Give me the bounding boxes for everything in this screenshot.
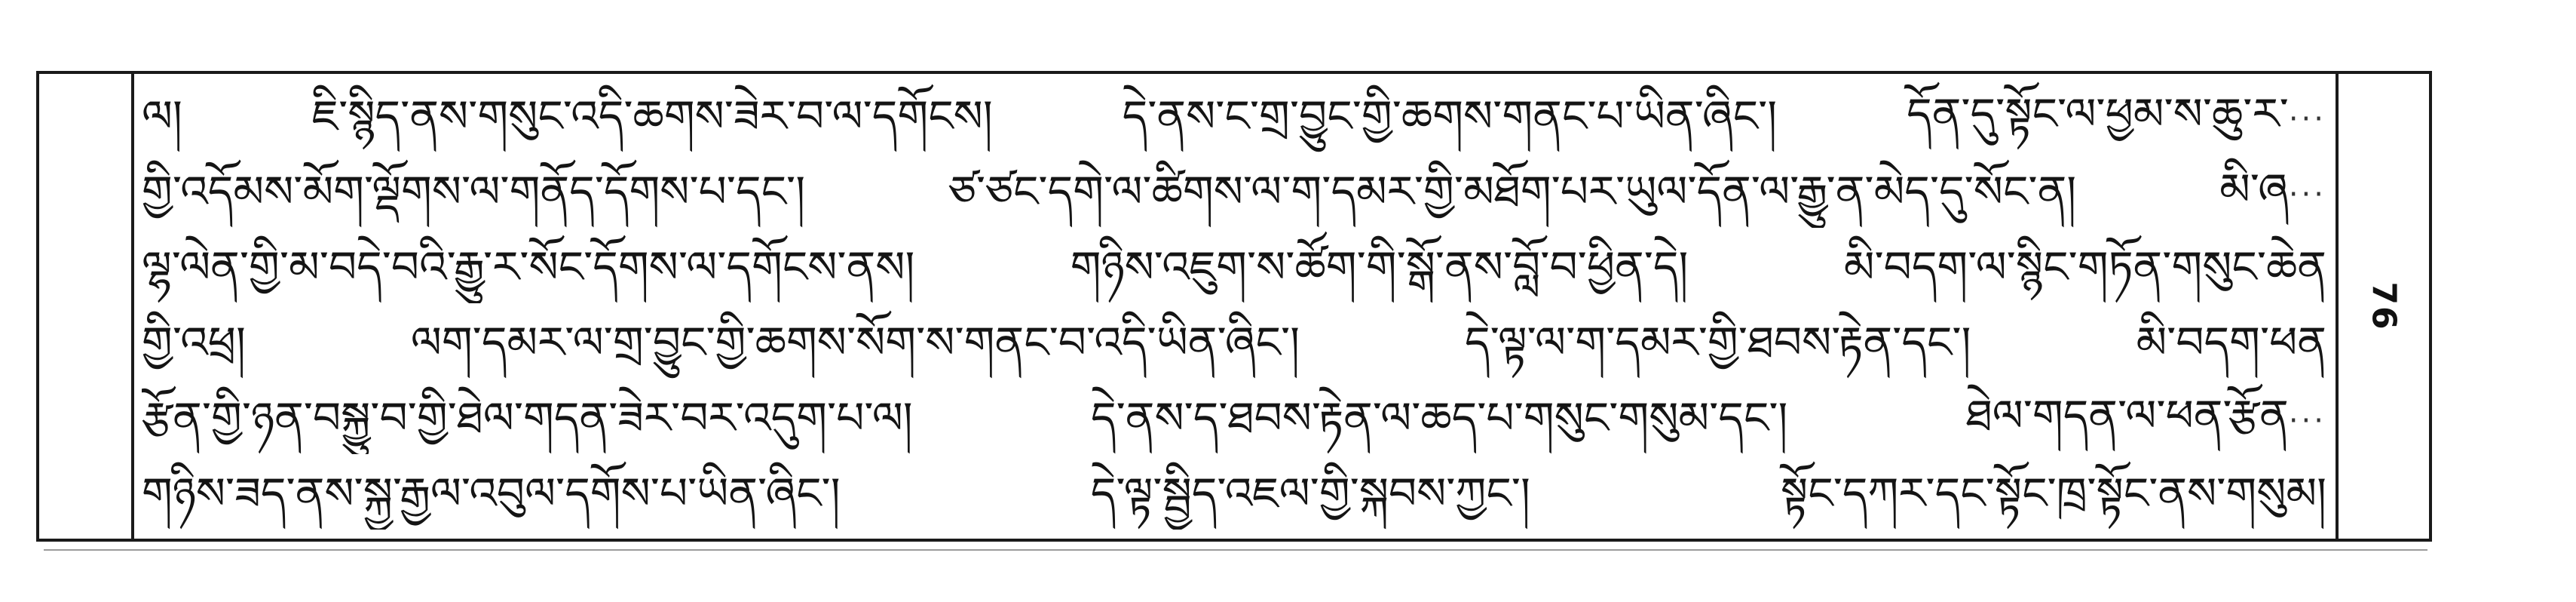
left-margin-panel [39, 74, 134, 539]
text-line-6 [142, 457, 2326, 530]
line-5-continuation-mark: ··· [2288, 403, 2326, 438]
text-line-3 [142, 231, 2326, 303]
text-line-1 [142, 80, 2326, 152]
line-1-segment-4-text: དོན་དུ་སྟོང་ལ་ཕྱམ་ས་ཆུ་ར་ [1907, 88, 2289, 140]
line-1-segment-3: དེ་ནས་ང་གྲ་བྱུང་གྱི་ཆགས་གནང་པ་ཡིན་ཞིང་། [1122, 91, 1778, 142]
right-margin-panel [2336, 74, 2429, 539]
text-block [142, 74, 2326, 539]
line-3-segment-1: ལྷ་ལེན་གྱི་མ་བདེ་བའི་རྒྱུ་ར་སོང་དོགས་ལ་དགོངས་ནས། [142, 241, 915, 293]
text-line-2 [142, 155, 2326, 228]
text-line-4 [142, 306, 2326, 379]
line-4-segment-3: དེ་ལྟ་ལ་ག་དམར་གྱི་ཐབས་རྟེན་དང་། [1465, 317, 1971, 368]
line-4-segment-1: གྱི་འཕྲ། [142, 317, 246, 368]
page-number: 76 [2364, 281, 2403, 331]
line-4-segment-4: མི་བདག་ཕན [2136, 317, 2326, 368]
line-6-segment-1: གཉིས་ཟད་ནས་སྐྱ་རྒྱལ་འབུལ་དགོས་པ་ཡིན་ཞིང་། [142, 468, 841, 519]
text-line-5 [142, 382, 2326, 454]
line-1-continuation-mark: ··· [2288, 101, 2326, 137]
line-4-segment-2: ལག་དམར་ལ་གྲ་བྱུང་གྱི་ཆགས་སོག་ས་གནང་བ་འདི་ཡིན་ཞིང་། [410, 317, 1300, 368]
line-5-segment-3 [1966, 382, 2326, 454]
line-2-segment-1: གྱི་འདོམས་མོག་ལྡོགས་ལ་གནོད་དོགས་པ་དང་། [142, 166, 806, 217]
line-2-segment-2: ཙ་ཙང་དགེ་ལ་ཚིགས་ལ་ག་དམར་གྱི་མཐོག་པར་ཡུལ་དོན་ལ་རྒྱུ་ན་མེད་དུ་སོང་ན། [948, 166, 2077, 217]
line-3-segment-3: མི་བདག་ལ་སྙིང་གཏོན་གསུང་ཆེན [1843, 241, 2326, 293]
folio-frame [36, 71, 2432, 542]
line-1-segment-4 [1907, 80, 2326, 152]
line-1-segment-2: ཇི་སྙིད་ནས་གསུང་འདི་ཆགས་ཟེར་བ་ལ་དགོངས། [311, 91, 993, 142]
line-5-segment-1: རྩོན་གྱི་ཉན་བསྐྱུ་བ་གྱི་ཐེལ་གདན་ཟེར་བར་འདུག་པ་ལ། [142, 392, 913, 444]
line-2-continuation-mark: ··· [2288, 177, 2326, 212]
line-3-segment-2: གཉིས་འཇུག་ས་ཚོག་གི་སྒོ་ནས་བློ་བ་ཕྱིན་དེ། [1070, 241, 1689, 293]
line-5-segment-3-text: ཐེལ་གདན་ལ་ཕན་རྩོན [1965, 389, 2289, 441]
line-2-segment-3 [2219, 155, 2326, 228]
line-6-segment-2: དེ་ལྟ་སྦྱིད་འཇལ་གྱི་སྐབས་ཀྱང་། [1090, 468, 1530, 519]
line-2-segment-3-text: མི་ཞ [2219, 163, 2289, 215]
page-edge-shadow [44, 549, 2427, 551]
line-6-segment-3: སྟོང་དཀར་དང་སྟོང་ཁྲ་སྟོང་ནས་གསུམ། [1780, 468, 2326, 519]
line-5-segment-2: དེ་ནས་ད་ཐབས་རྟེན་ལ་ཆད་པ་གསུང་གསུམ་དང་། [1091, 392, 1788, 444]
line-1-segment-1: ལ། [142, 91, 182, 142]
